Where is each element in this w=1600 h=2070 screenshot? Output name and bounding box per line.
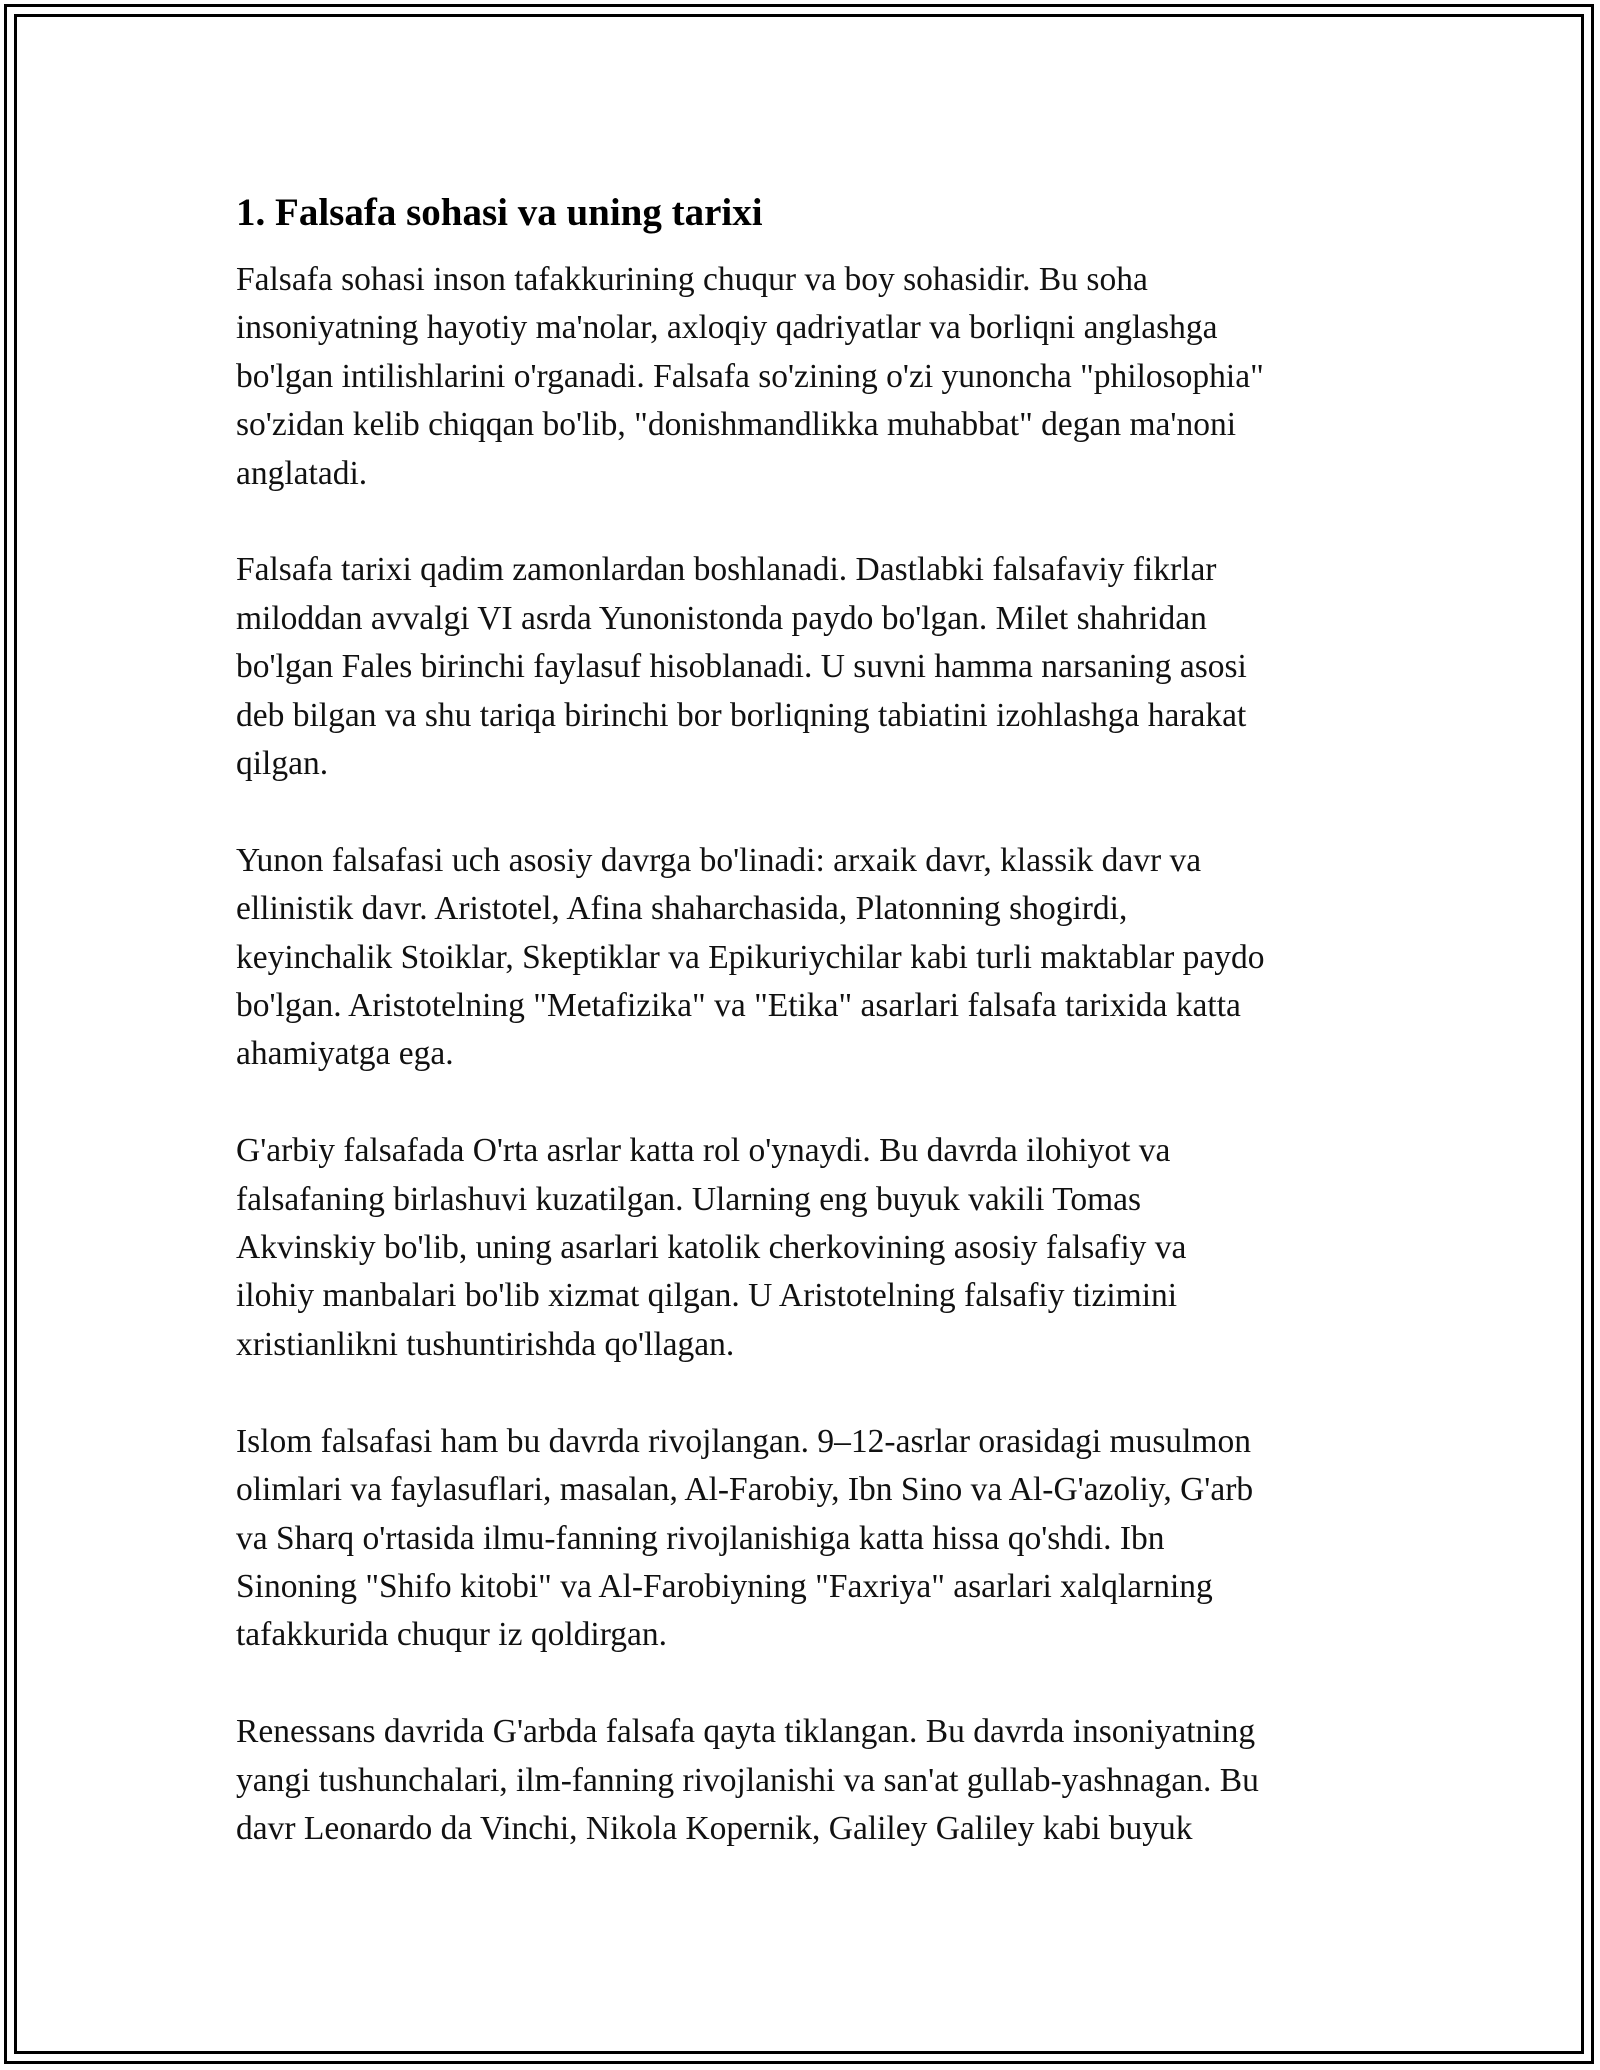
document-title: 1. Falsafa sohasi va uning tarixi [236,191,763,234]
paragraph-history-origins: Falsafa tarixi qadim zamonlardan boshlanadi. Dastlabki falsafaviy fikrlar miloddan avvalgi VI asrda Yunonistonda paydo bo'lgan. Milet shahridan bo'lgan Fales birinchi faylasuf hisoblanadi. U suvni hamma narsaning asosi deb bilgan va shu tariqa birinchi bor borliqning tabiatini izohlashga harakat qilgan. [236,551,1247,783]
paragraph-renaissance: Renessans davrida G'arbda falsafa qayta tiklangan. Bu davrda insoniyatning yangi tushunchalari, ilm-fanning rivojlanishi va san'at gullab-yashnagan. Bu davr Leonardo da Vinchi, Nikola Kopernik, Galiley Galiley kabi buyuk [236,1713,1259,1847]
paragraph-greek-philosophy: Yunon falsafasi uch asosiy davrga bo'linadi: arxaik davr, klassik davr va ellinistik davr. Aristotel, Afina shaharchasida, Platonning shogirdi, keyinchalik Stoiklar, Skeptiklar va Epikuriychilar kabi turli maktablar paydo bo'lgan. Aristotelning "Metafizika" va "Etika" asarlari falsafa tarixida katta ahamiyatga ega. [236,841,1265,1073]
paragraph-middle-ages: G'arbiy falsafada O'rta asrlar katta rol o'ynaydi. Bu davrda ilohiyot va falsafaning birlashuvi kuzatilgan. Ularning eng buyuk vakili Tomas Akvinskiy bo'lib, uning asarlari katolik cherkovining asosiy falsafiy va ilohiy manbalari bo'lib xizmat qilgan. U Aristotelning falsafiy tizimini xristianlikni tushuntirishda qo'llagan. [236,1132,1187,1363]
document-body [236,186,1376,1902]
paragraph-islamic-philosophy: Islom falsafasi ham bu davrda rivojlangan. 9–12-asrlar orasidagi musulmon olimlari va faylasuflari, masalan, Al-Farobiy, Ibn Sino va Al-G'azoliy, G'arb va Sharq o'rtasida ilmu-fanning rivojlanishiga katta hissa qo'shdi. Ibn Sinoning "Shifo kitobi" va Al-Farobiyning "Faxriya" asarlari xalqlarning tafakkurida chuqur iz qoldirgan. [236,1422,1254,1654]
paragraph-introduction: Falsafa sohasi inson tafakkurining chuqur va boy sohasidir. Bu soha insoniyatning hayotiy ma'nolar, axloqiy qadriyatlar va borliqni anglashga bo'lgan intilishlarini o'rganadi. Falsafa so'zining o'zi yunoncha "philosophia" so'zidan kelib chiqqan bo'lib, "donishmandlikka muhabbat" degan ma'noni anglatadi. [236,261,1264,492]
